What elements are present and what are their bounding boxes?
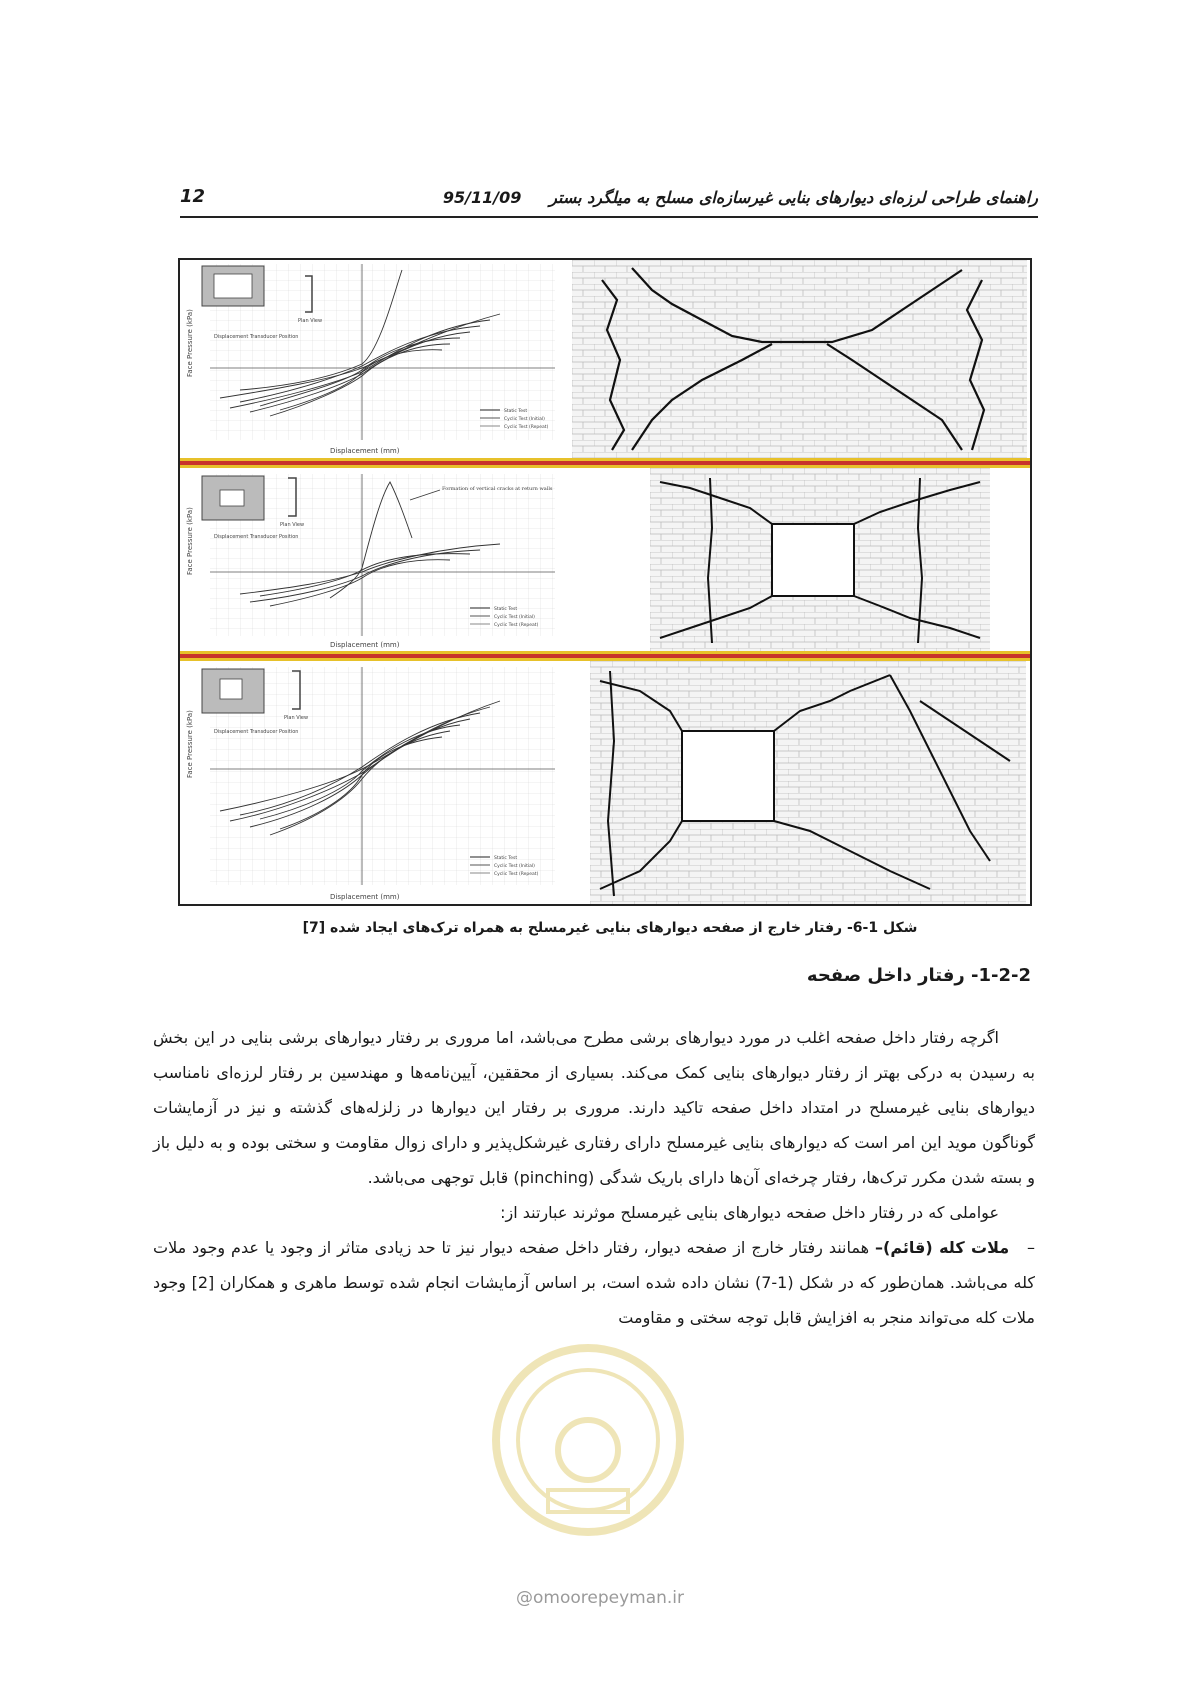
legend-static-2: Static Test	[494, 607, 518, 612]
figure-caption: شکل 1-6- رفتار خارج از صفحه دیوارهای بنایی غیرمسلح به همراه ترک‌های ایجاد شده [7]	[302, 920, 918, 936]
x-axis-label-3: Displacement (mm)	[330, 893, 400, 901]
bullet-marker: –	[1027, 1238, 1035, 1257]
watermark-seal	[488, 1340, 688, 1540]
hysteresis-chart-3	[180, 661, 565, 904]
hysteresis-chart-1	[180, 260, 565, 458]
header-rule	[180, 216, 1038, 218]
body-text	[153, 1020, 1035, 1335]
section-heading: 1-2-2- رفتار داخل صفحه	[806, 965, 1031, 986]
hysteresis-chart-2	[180, 468, 565, 651]
legend-static-3: Static Test	[494, 856, 518, 861]
paragraph-2: عواملی که در رفتار داخل صفحه دیوارهای بنایی غیرمسلح موثرند عبارتند از:	[500, 1203, 999, 1222]
transducer-note-3: Displacement Transducer Position	[214, 729, 299, 735]
legend-static-1: Static Test	[504, 409, 528, 414]
plan-view-label-3: Plan View	[284, 715, 309, 721]
y-axis-label-2: Face Pressure (kPa)	[186, 507, 194, 575]
crack-pattern-1	[572, 260, 1027, 458]
bullet-item	[153, 1230, 1035, 1335]
crack-pattern-3	[590, 661, 1026, 904]
figure-panel-3	[180, 661, 1030, 904]
running-title	[443, 188, 1038, 207]
bullet-title: ملات کله (قائم)–	[875, 1238, 1010, 1257]
page-header	[180, 186, 1038, 216]
y-axis-label-3: Face Pressure (kPa)	[186, 710, 194, 778]
x-axis-label-1: Displacement (mm)	[330, 447, 400, 455]
y-axis-label-1: Face Pressure (kPa)	[186, 309, 194, 377]
legend-cyclic-initial-3: Cyclic Test (Initial)	[494, 864, 535, 869]
figure-1-6	[178, 258, 1032, 906]
legend-cyclic-initial-2: Cyclic Test (Initial)	[494, 615, 535, 620]
paragraph-1: اگرچه رفتار داخل صفحه اغلب در مورد دیوارهای برشی مطرح می‌باشد، اما مروری بر رفتار دیوارهای برشی بنایی در این بخش به رسیدن به درکی بهتر از رفتار دیوارهای بنایی کمک می‌کند. بسیاری از محققین، آیین‌نامه‌ها و مهندسین بر رفتار لرزه‌ای نامناسب دیوارهای بنایی غیرمسلح در امتداد داخل صفحه تاکید دارند. مروری بر رفتار این دیوارها در زلزله‌های گذشته و نیز در آزمایشات گوناگون موید این امر است که دیوارهای بنایی غیرمسلح دارای رفتاری غیرشکل‌پذیر و دارای زوال مقاومت و سختی بوده و به دلیل باز و بسته شدن مکرر ترک‌ها، رفتار چرخه‌ای آن‌ها دارای باریک شدگی (pinching) قابل توجهی می‌باشد.	[153, 1028, 1035, 1187]
figure-panel-2	[180, 468, 1030, 651]
figure-divider-2	[180, 651, 1030, 661]
legend-cyclic-repeat-2: Cyclic Test (Repeat)	[494, 623, 539, 628]
figure-divider-1	[180, 458, 1030, 468]
bullet-text: همانند رفتار خارج از صفحه دیوار، رفتار داخل صفحه دیوار نیز تا حد زیادی متاثر از وجود یا عدم وجود ملات کله می‌باشد. همان‌طور که در شکل (1-7) نشان داده شده است، بر اساس آزمایشات انجام شده توسط ماهری و همکاران [2] وجود ملات کله می‌تواند منجر به افزایش قابل توجه سختی و مقاومت	[153, 1238, 1035, 1327]
plan-view-label-1: Plan View	[298, 318, 323, 324]
x-axis-label-2: Displacement (mm)	[330, 641, 400, 649]
crack-pattern-2	[650, 468, 990, 651]
figure-panel-1	[180, 260, 1030, 458]
transducer-note-1: Displacement Transducer Position	[214, 334, 299, 340]
legend-cyclic-repeat-3: Cyclic Test (Repeat)	[494, 872, 539, 877]
transducer-note-2: Displacement Transducer Position	[214, 534, 299, 540]
running-title-text: راهنمای طراحی لرزه‌ای دیوارهای بنایی غیرسازه‌ای مسلح به میلگرد بستر	[549, 188, 1038, 207]
header-date: 95/11/09	[442, 188, 522, 207]
plan-view-label-2: Plan View	[280, 522, 305, 528]
watermark-site-url: @omoorepeyman.ir	[515, 1588, 685, 1608]
legend-cyclic-repeat-1: Cyclic Test (Repeat)	[504, 425, 549, 430]
legend-cyclic-initial-1: Cyclic Test (Initial)	[504, 417, 545, 422]
page-number: 12	[180, 186, 206, 207]
chart-annotation-2: Formation of vertical cracks at return walls	[442, 486, 553, 492]
